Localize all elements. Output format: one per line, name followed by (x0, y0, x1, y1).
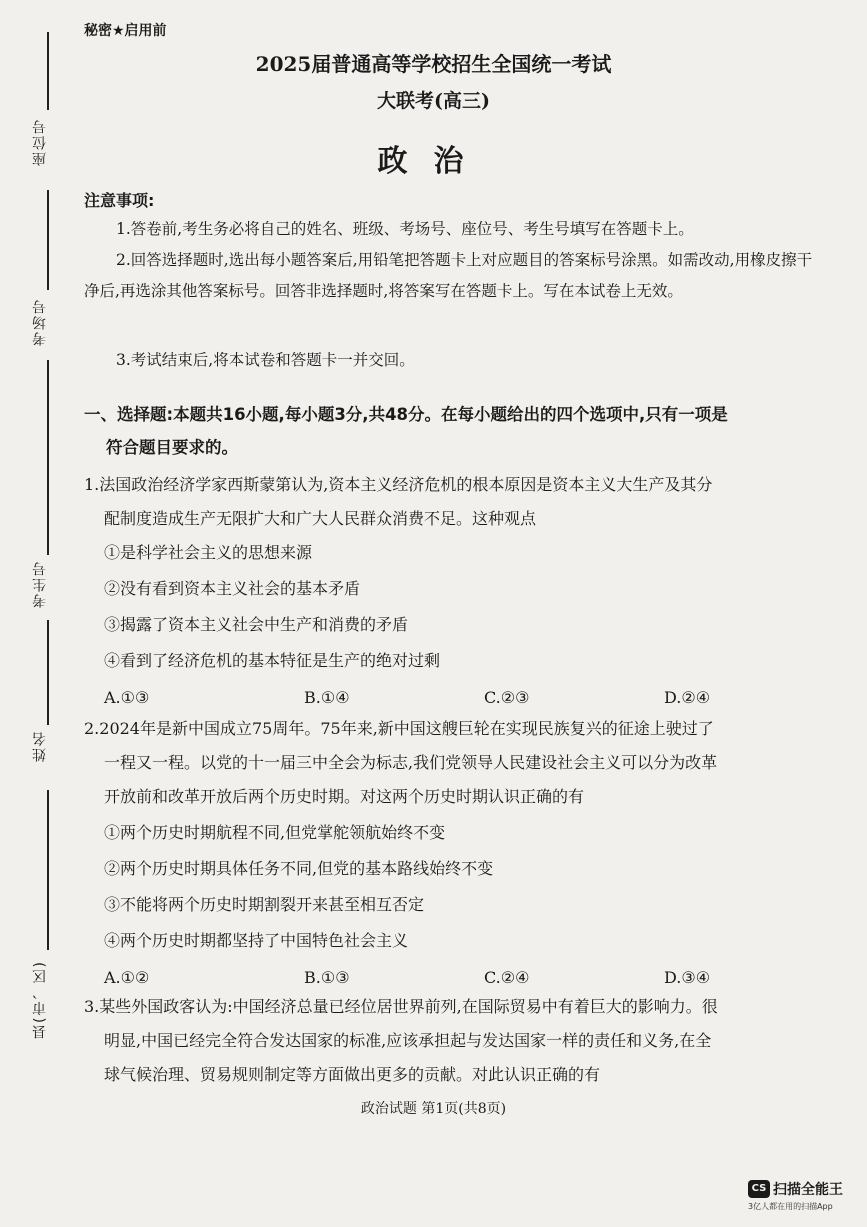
cs-logo-icon: CS (748, 1180, 770, 1198)
exam-room-line (47, 190, 49, 290)
choice-a: A.①② (104, 968, 150, 987)
secret-mark: 秘密★启用前 (84, 23, 167, 39)
choice-c: C.②③ (484, 688, 530, 707)
question-1-option-4: ④看到了经济危机的基本特征是生产的绝对过剩 (104, 651, 441, 670)
question-stem-line: 明显,中国已经完全符合发达国家的标准,应该承担起与发达国家一样的责任和义务,在全 (104, 1031, 712, 1050)
binding-column (0, 0, 70, 1227)
question-3-stem (84, 990, 826, 1092)
question-1-option-2: ②没有看到资本主义社会的基本矛盾 (104, 579, 361, 598)
choice-b: B.①④ (304, 688, 350, 707)
exam-no-line (47, 360, 49, 555)
choice-c: C.②④ (484, 968, 530, 987)
exam-no-label: 考生号 (32, 560, 48, 608)
notice-item: 3.考试结束后,将本试卷和答题卡一并交回。 (116, 351, 415, 369)
name-line (47, 620, 49, 725)
notice-item: 1.答卷前,考生务必将自己的姓名、班级、考场号、座位号、考生号填写在答题卡上。 (116, 220, 694, 238)
choice-d: D.②④ (664, 688, 711, 707)
section-heading-line2: 符合题目要求的。 (106, 438, 238, 457)
question-1-option-3: ③揭露了资本主义社会中生产和消费的矛盾 (104, 615, 409, 634)
notice-item: 2.回答选择题时,选出每小题答案后,用铅笔把答题卡上对应题目的答案标号涂黑。如需改动,用橡皮擦干净后,再选涂其他答案标号。回答非选择题时,将答案写在答题卡上。写在本试卷上无效。 (84, 251, 813, 300)
name-label: 姓名 (32, 730, 48, 762)
question-stem-line: 2.2024年是新中国成立75周年。75年来,新中国这艘巨轮在实现民族复兴的征途上驶过了 (84, 719, 714, 738)
question-1-stem (84, 468, 826, 536)
choice-a: A.①③ (104, 688, 150, 707)
notice-heading: 注意事项: (84, 191, 155, 210)
question-2-option-2: ②两个历史时期具体任务不同,但党的基本路线始终不变 (104, 859, 494, 878)
watermark-tagline: 3亿人都在用的扫描App (748, 1201, 833, 1211)
choice-b: B.①③ (304, 968, 350, 987)
scanner-watermark (748, 1178, 843, 1212)
question-1-option-1: ①是科学社会主义的思想来源 (104, 543, 313, 562)
seat-no-label: 座位号 (32, 118, 48, 166)
question-2-stem (84, 712, 826, 814)
question-stem-line: 开放前和改革开放后两个历史时期。对这两个历史时期认识正确的有 (104, 787, 585, 806)
question-stem-line: 3.某些外国政客认为:中国经济总量已经位居世界前列,在国际贸易中有着巨大的影响力。很 (84, 997, 718, 1016)
choice-d: D.③④ (664, 968, 711, 987)
section-heading (84, 398, 824, 464)
question-2-option-4: ④两个历史时期都坚持了中国特色社会主义 (104, 931, 409, 950)
question-2-option-1: ①两个历史时期航程不同,但党掌舵领航始终不变 (104, 823, 446, 842)
page-footer: 政治试题 第1页(共8页) (360, 1101, 507, 1117)
question-stem-line: 配制度造成生产无限扩大和广大人民群众消费不足。这种观点 (104, 509, 537, 528)
section-heading-line1: 一、选择题:本题共16小题,每小题3分,共48分。在每小题给出的四个选项中,只有一项是 (84, 405, 728, 424)
county-label: 县(市、区) (32, 960, 48, 1039)
watermark-name: 扫描全能王 (773, 1181, 843, 1198)
subject-title: 政治 (377, 144, 490, 179)
exam-title: 2025届普通高等学校招生全国统一考试 (255, 52, 612, 76)
county-line (47, 790, 49, 950)
question-2-option-3: ③不能将两个历史时期割裂开来甚至相互否定 (104, 895, 425, 914)
question-stem-line: 一程又一程。以党的十一届三中全会为标志,我们党领导人民建设社会主义可以分为改革 (104, 753, 718, 772)
question-stem-line: 1.法国政治经济学家西斯蒙第认为,资本主义经济危机的根本原因是资本主义大生产及其分 (84, 475, 713, 494)
exam-subtitle: 大联考(高三) (377, 90, 490, 112)
question-stem-line: 球气候治理、贸易规则制定等方面做出更多的贡献。对此认识正确的有 (104, 1065, 601, 1084)
exam-room-label: 考场号 (32, 298, 48, 346)
